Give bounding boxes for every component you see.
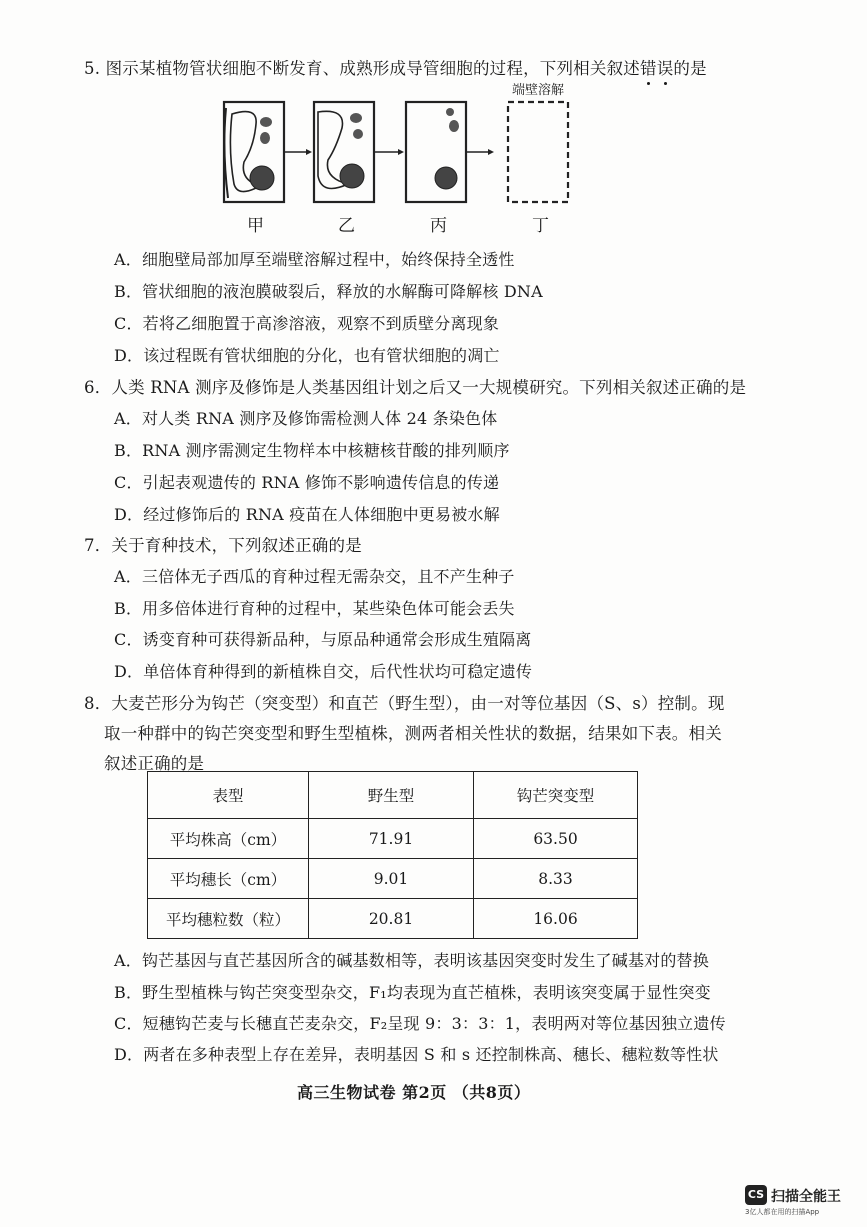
table-cell: 16.06 — [474, 899, 638, 939]
table-cell: 8.33 — [474, 859, 638, 899]
cell-label-yi: 乙 — [338, 216, 355, 236]
table-row — [148, 859, 638, 899]
cell-label-jia: 甲 — [247, 216, 264, 236]
table-cell: 63.50 — [474, 819, 638, 859]
cell-label-bing: 丙 — [430, 216, 447, 236]
q6-option-b: B．RNA 测序需测定生物样本中核糖核苷酸的排列顺序 — [114, 441, 510, 460]
table-header-row — [148, 772, 638, 819]
table-header: 野生型 — [309, 772, 474, 819]
q8-option-b: B．野生型植株与钩芒突变型杂交，F₁均表现为直芒植株，表明该突变属于显性突变 — [114, 983, 711, 1002]
q7-option-b: B．用多倍体进行育种的过程中，某些染色体可能会丢失 — [114, 599, 515, 618]
cell-yi — [314, 102, 374, 202]
q7-option-c: C．诱变育种可获得新品种，与原品种通常会形成生殖隔离 — [114, 630, 532, 649]
q5-stem-emphasis: 错误 — [640, 59, 673, 78]
page-footer: 高三生物试卷 第2页 （共8页） — [297, 1083, 531, 1102]
table-cell: 平均穗粒数（粒） — [148, 899, 309, 939]
q8-option-c: C．短穗钩芒麦与长穗直芒麦杂交，F₂呈现 9：3：3：1，表明两对等位基因独立遗传 — [114, 1014, 726, 1033]
q7-option-d: D．单倍体育种得到的新植株自交，后代性状均可稳定遗传 — [114, 662, 533, 681]
q5-stem: 5. 图示某植物管状细胞不断发育、成熟形成导管细胞的过程，下列相关叙述错误 的是 — [84, 55, 707, 79]
q5-option-b: B．管状细胞的液泡膜破裂后，释放的水解酶可降解核 DNA — [114, 282, 543, 301]
q5-option-a: A．细胞壁局部加厚至端壁溶解过程中，始终保持全透性 — [114, 250, 515, 269]
scanner-watermark — [745, 1185, 857, 1215]
cell-bing — [406, 102, 466, 202]
figure-annotation: 端壁溶解 — [512, 83, 565, 98]
table-header: 表型 — [148, 772, 309, 819]
q5-option-c: C．若将乙细胞置于高渗溶液，观察不到质壁分离现象 — [114, 314, 500, 333]
q8-stem-line-2: 取一种群中的钩芒突变型和野生型植株，测两者相关性状的数据，结果如下表。相关 — [104, 724, 722, 743]
q8-option-a: A．钩芒基因与直芒基因所含的碱基数相等，表明该基因突变时发生了碱基对的替换 — [114, 951, 709, 970]
table-row — [148, 819, 638, 859]
table-row — [148, 899, 638, 939]
table-cell: 平均穗长（cm） — [148, 859, 309, 899]
q5-option-d: D．该过程既有管状细胞的分化，也有管状细胞的凋亡 — [114, 346, 500, 365]
cs-logo-icon: CS — [745, 1185, 767, 1205]
cell-ding — [508, 102, 568, 202]
q6-option-c: C．引起表观遗传的 RNA 修饰不影响遗传信息的传递 — [114, 473, 500, 492]
scanner-app-name: 扫描全能王 — [771, 1189, 841, 1205]
q8-stem-line-1: 8．大麦芒形分为钩芒（突变型）和直芒（野生型），由一对等位基因（S、s）控制。现 — [84, 694, 725, 713]
scanner-tagline: 3亿人都在用的扫描App — [745, 1208, 820, 1216]
cell-development-figure — [218, 80, 598, 230]
phenotype-table — [147, 771, 638, 939]
q7-stem: 7．关于育种技术，下列叙述正确的是 — [84, 536, 362, 555]
table-header: 钩芒突变型 — [474, 772, 638, 819]
q6-option-a: A．对人类 RNA 测序及修饰需检测人体 24 条染色体 — [114, 409, 498, 428]
table-cell: 20.81 — [309, 899, 474, 939]
table-cell: 平均株高（cm） — [148, 819, 309, 859]
cell-jia — [224, 102, 284, 202]
q6-stem: 6．人类 RNA 测序及修饰是人类基因组计划之后又一大规模研究。下列相关叙述正确的是 — [84, 378, 747, 397]
table-cell: 9.01 — [309, 859, 474, 899]
q6-option-d: D．经过修饰后的 RNA 疫苗在人体细胞中更易被水解 — [114, 505, 500, 524]
q7-option-a: A．三倍体无子西瓜的育种过程无需杂交，且不产生种子 — [114, 567, 515, 586]
table-cell: 71.91 — [309, 819, 474, 859]
q8-option-d: D．两者在多种表型上存在差异，表明基因 S 和 s 还控制株高、穗长、穗粒数等性状 — [114, 1045, 719, 1064]
cell-label-ding: 丁 — [532, 216, 549, 236]
q8-stem-line-3: 叙述正确的是 — [104, 754, 205, 773]
